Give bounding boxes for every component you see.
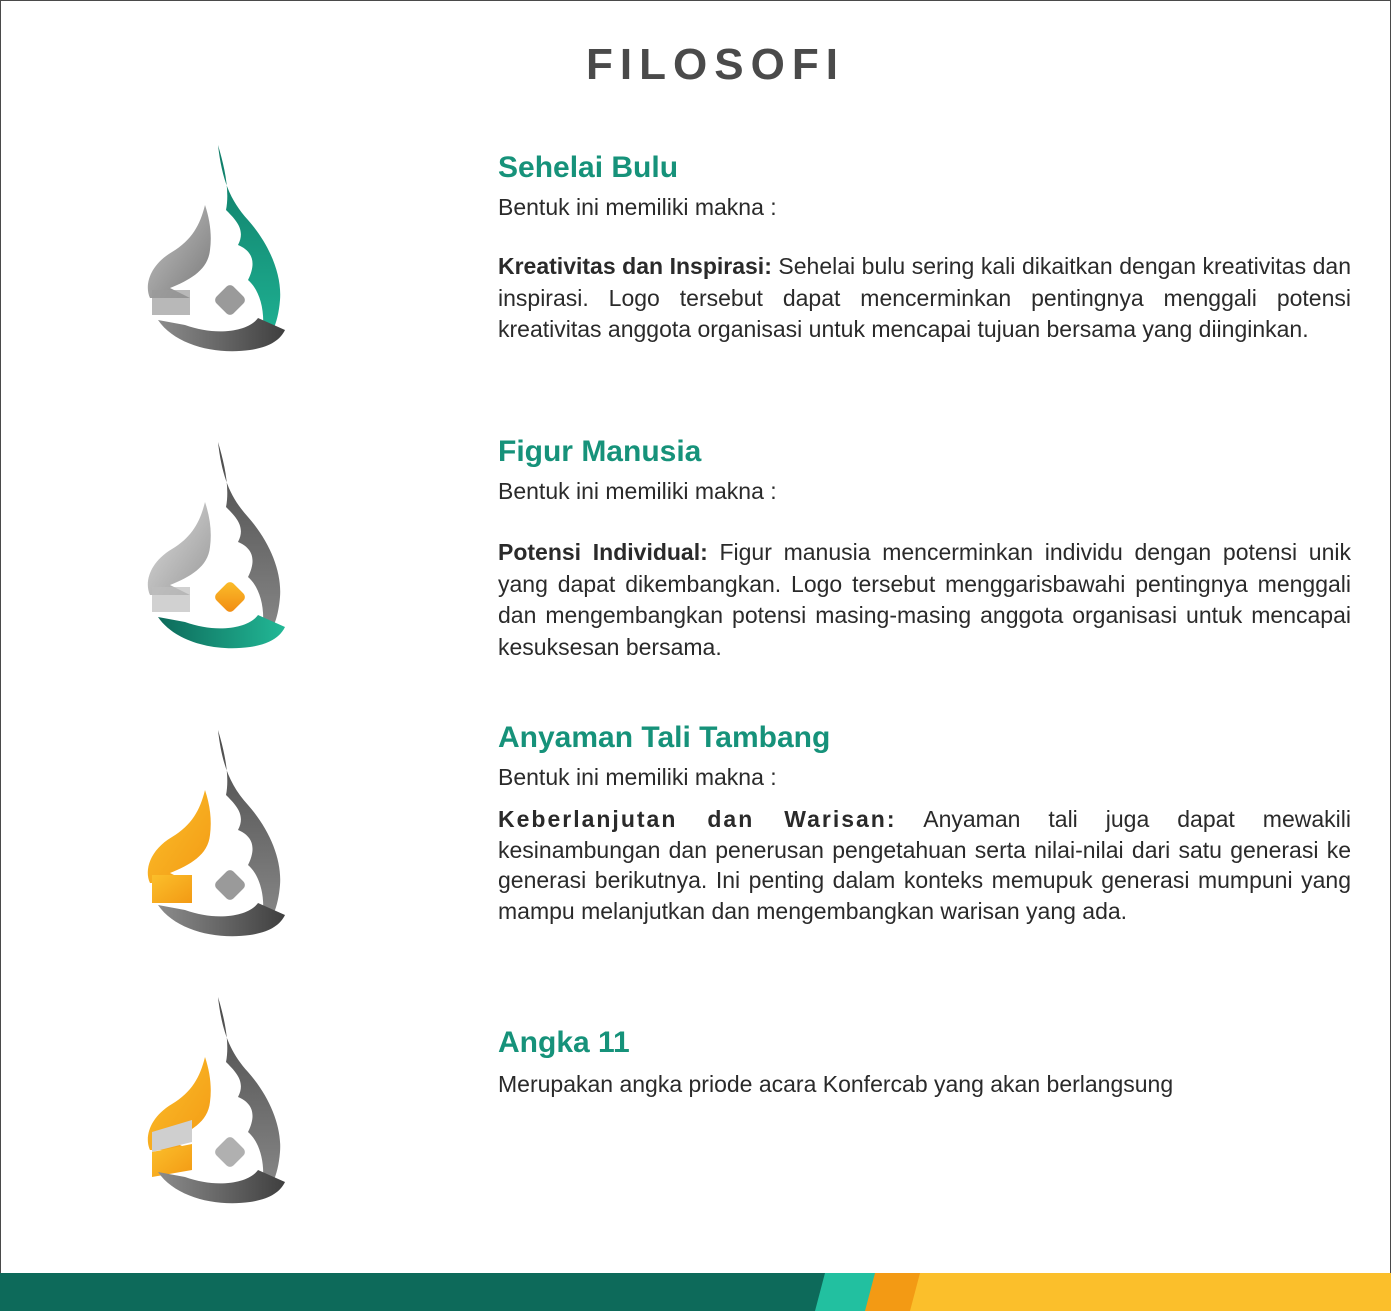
- section-term: Kreativitas dan Inspirasi:: [498, 253, 772, 279]
- section-heading: Angka 11: [498, 1026, 630, 1059]
- section-angka-11: [498, 1025, 1351, 1099]
- logo-woven-rope-highlight: [130, 725, 300, 945]
- section-intro: Bentuk ini memiliki makna :: [498, 478, 777, 504]
- human-figure-logo-icon: [130, 437, 300, 657]
- section-figur-manusia: [498, 434, 1351, 663]
- section-heading: Sehelai Bulu: [498, 151, 679, 184]
- section-heading: Anyaman Tali Tambang: [498, 721, 831, 754]
- section-text: Anyaman tali juga dapat mewakili kesinambungan dan penerusan pengetahuan serta nilai-nilai dari satu generasi ke generasi berikutnya. Ini penting dalam konteks memupuk generasi mumpuni yang mampu melanjutkan dan mengembangkan warisan yang ada.: [498, 806, 1351, 924]
- section-intro: Merupakan angka priode acara Konfercab yang akan berlangsung: [498, 1071, 1174, 1097]
- section-body: [498, 804, 1351, 926]
- section-body: [498, 537, 1351, 663]
- section-term: Keberlanjutan dan Warisan:: [498, 806, 897, 832]
- section-intro: Bentuk ini memiliki makna :: [498, 194, 777, 220]
- logo-feather-highlight: [130, 140, 300, 360]
- footer-color-bar: [0, 1273, 1391, 1311]
- number-11-logo-icon: [130, 992, 300, 1212]
- section-term: Potensi Individual:: [498, 539, 708, 565]
- section-intro: Bentuk ini memiliki makna :: [498, 764, 777, 790]
- footer-stripes: [0, 1273, 1391, 1311]
- feather-logo-icon: [130, 140, 300, 360]
- section-heading: Figur Manusia: [498, 435, 702, 468]
- section-text: Sehelai bulu sering kali dikaitkan dengan kreativitas dan inspirasi. Logo tersebut dapat mencerminkan pentingnya menggali potensi kreativitas anggota organisasi untuk mencapai tujuan bersama yang diinginkan.: [498, 253, 1352, 342]
- woven-rope-logo-icon: [130, 725, 300, 945]
- section-sehelai-bulu: [498, 150, 1351, 346]
- section-text: Figur manusia mencerminkan individu dengan potensi unik yang dapat dikembangkan. Logo tersebut menggarisbawahi pentingnya menggali dan mengembangkan potensi masing-masing anggota organisasi untuk mencapai kesuksesan bersama.: [498, 539, 1351, 660]
- section-anyaman-tali-tambang: [498, 720, 1351, 926]
- page-title: FILOSOFI: [586, 40, 845, 89]
- logo-human-figure-highlight: [130, 437, 300, 657]
- logo-number-11-highlight: [130, 992, 300, 1212]
- section-body: [498, 251, 1351, 346]
